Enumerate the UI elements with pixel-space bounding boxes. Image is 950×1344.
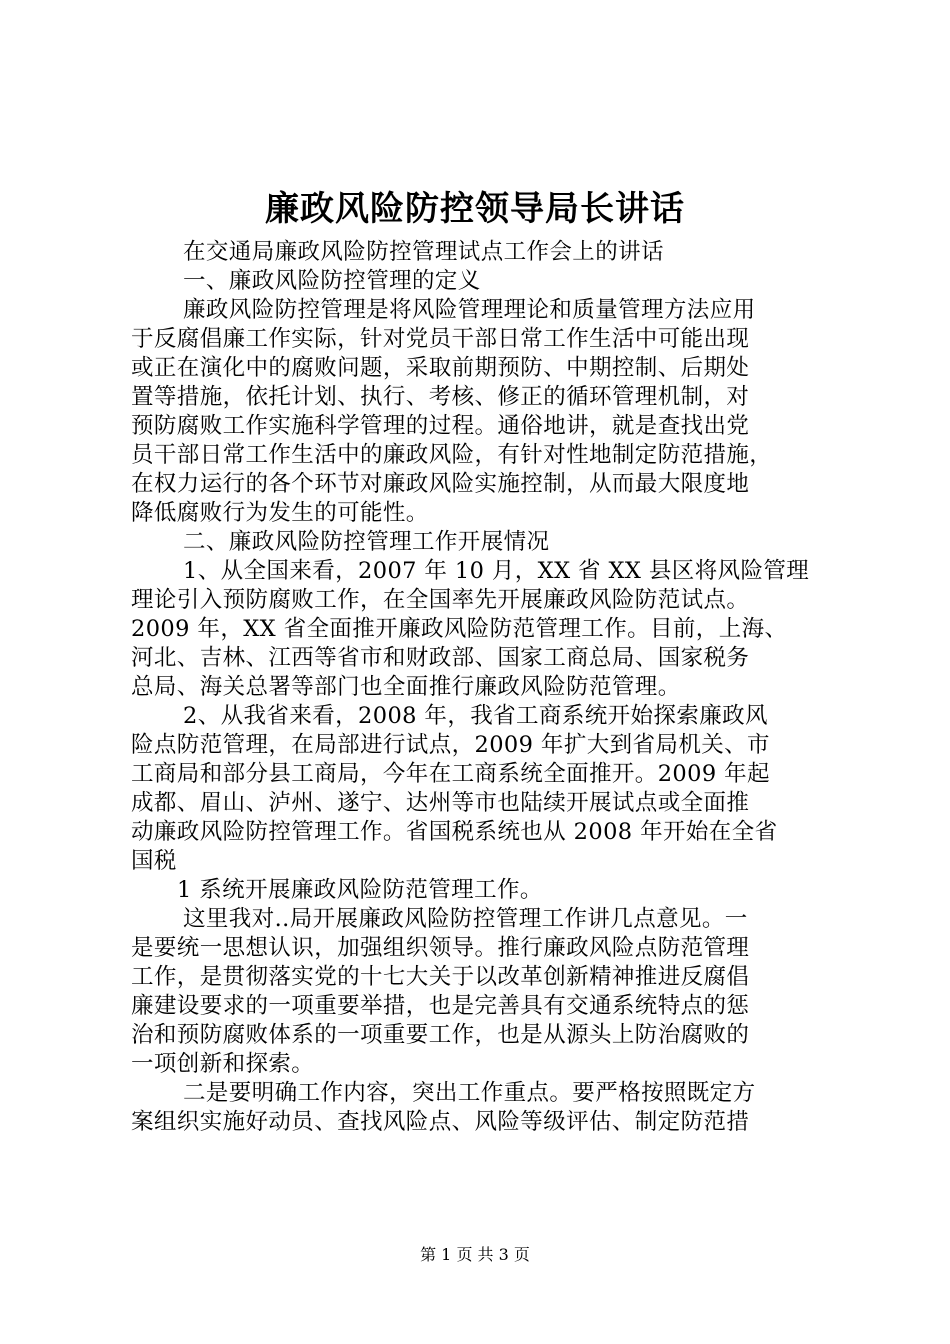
body-line: 置等措施，依托计划、执行、考核、修正的循环管理机制，对 [131,384,750,410]
body-line: 在权力运行的各个环节对廉政风险实施控制，从而最大限度地 [131,471,750,497]
body-line: 动廉政风险防控管理工作。省国税系统也从 2008 年开始在全省 [131,819,778,845]
body-line: 于反腐倡廉工作实际，针对党员干部日常工作生活中可能出现 [131,326,750,352]
body-line: 总局、海关总署等部门也全面推行廉政风险防范管理。 [131,674,681,700]
body-line: 工商局和部分县工商局，今年在工商系统全面推开。2009 年起 [131,761,770,787]
body-line: 2009 年，XX 省全面推开廉政风险防范管理工作。目前，上海、 [131,616,788,642]
body-line: 1 系统开展廉政风险防范管理工作。 [177,877,543,903]
body-line: 河北、吉林、江西等省市和财政部、国家工商总局、国家税务 [131,645,750,671]
body-line: 成都、眉山、泸州、遂宁、达州等市也陆续开展试点或全面推 [131,790,750,816]
body-line: 廉建设要求的一项重要举措，也是完善具有交通系统特点的惩 [131,993,750,1019]
body-line: 员干部日常工作生活中的廉政风险，有针对性地制定防范措施， [131,442,773,468]
body-line: 在交通局廉政风险防控管理试点工作会上的讲话 [183,239,664,265]
page-footer: 第 1 页 共 3 页 [420,1245,530,1264]
body-line: 2、从我省来看，2008 年，我省工商系统开始探索廉政风 [183,703,768,729]
body-line: 险点防范管理，在局部进行试点，2009 年扩大到省局机关、市 [131,732,770,758]
body-line: 案组织实施好动员、查找风险点、风险等级评估、制定防范措 [131,1109,750,1135]
body-line: 1、从全国来看，2007 年 10 月，XX 省 XX 县区将风险管理 [183,558,810,584]
document-body [131,238,831,1137]
body-line: 二是要明确工作内容，突出工作重点。要严格按照既定方 [183,1080,756,1106]
body-line: 降低腐败行为发生的可能性。 [131,500,429,526]
body-line: 一项创新和探索。 [131,1051,315,1077]
body-line: 或正在演化中的腐败问题，采取前期预防、中期控制、后期处 [131,355,750,381]
body-line: 国税 [131,848,177,874]
body-line: 是要统一思想认识，加强组织领导。推行廉政风险点防范管理 [131,935,750,961]
body-line: 理论引入预防腐败工作，在全国率先开展廉政风险防范试点。 [131,587,750,613]
body-line: 治和预防腐败体系的一项重要工作，也是从源头上防治腐败的 [131,1022,750,1048]
body-line: 预防腐败工作实施科学管理的过程。通俗地讲，就是查找出党 [131,413,750,439]
document-title: 廉政风险防控领导局长讲话 [265,189,685,229]
body-line: 这里我对..局开展廉政风险防控管理工作讲几点意见。一 [183,906,748,932]
body-line: 二、廉政风险防控管理工作开展情况 [183,529,550,555]
body-line: 工作，是贯彻落实党的十七大关于以改革创新精神推进反腐倡 [131,964,750,990]
body-line: 一、廉政风险防控管理的定义 [183,268,481,294]
body-line: 廉政风险防控管理是将风险管理理论和质量管理方法应用 [183,297,756,323]
